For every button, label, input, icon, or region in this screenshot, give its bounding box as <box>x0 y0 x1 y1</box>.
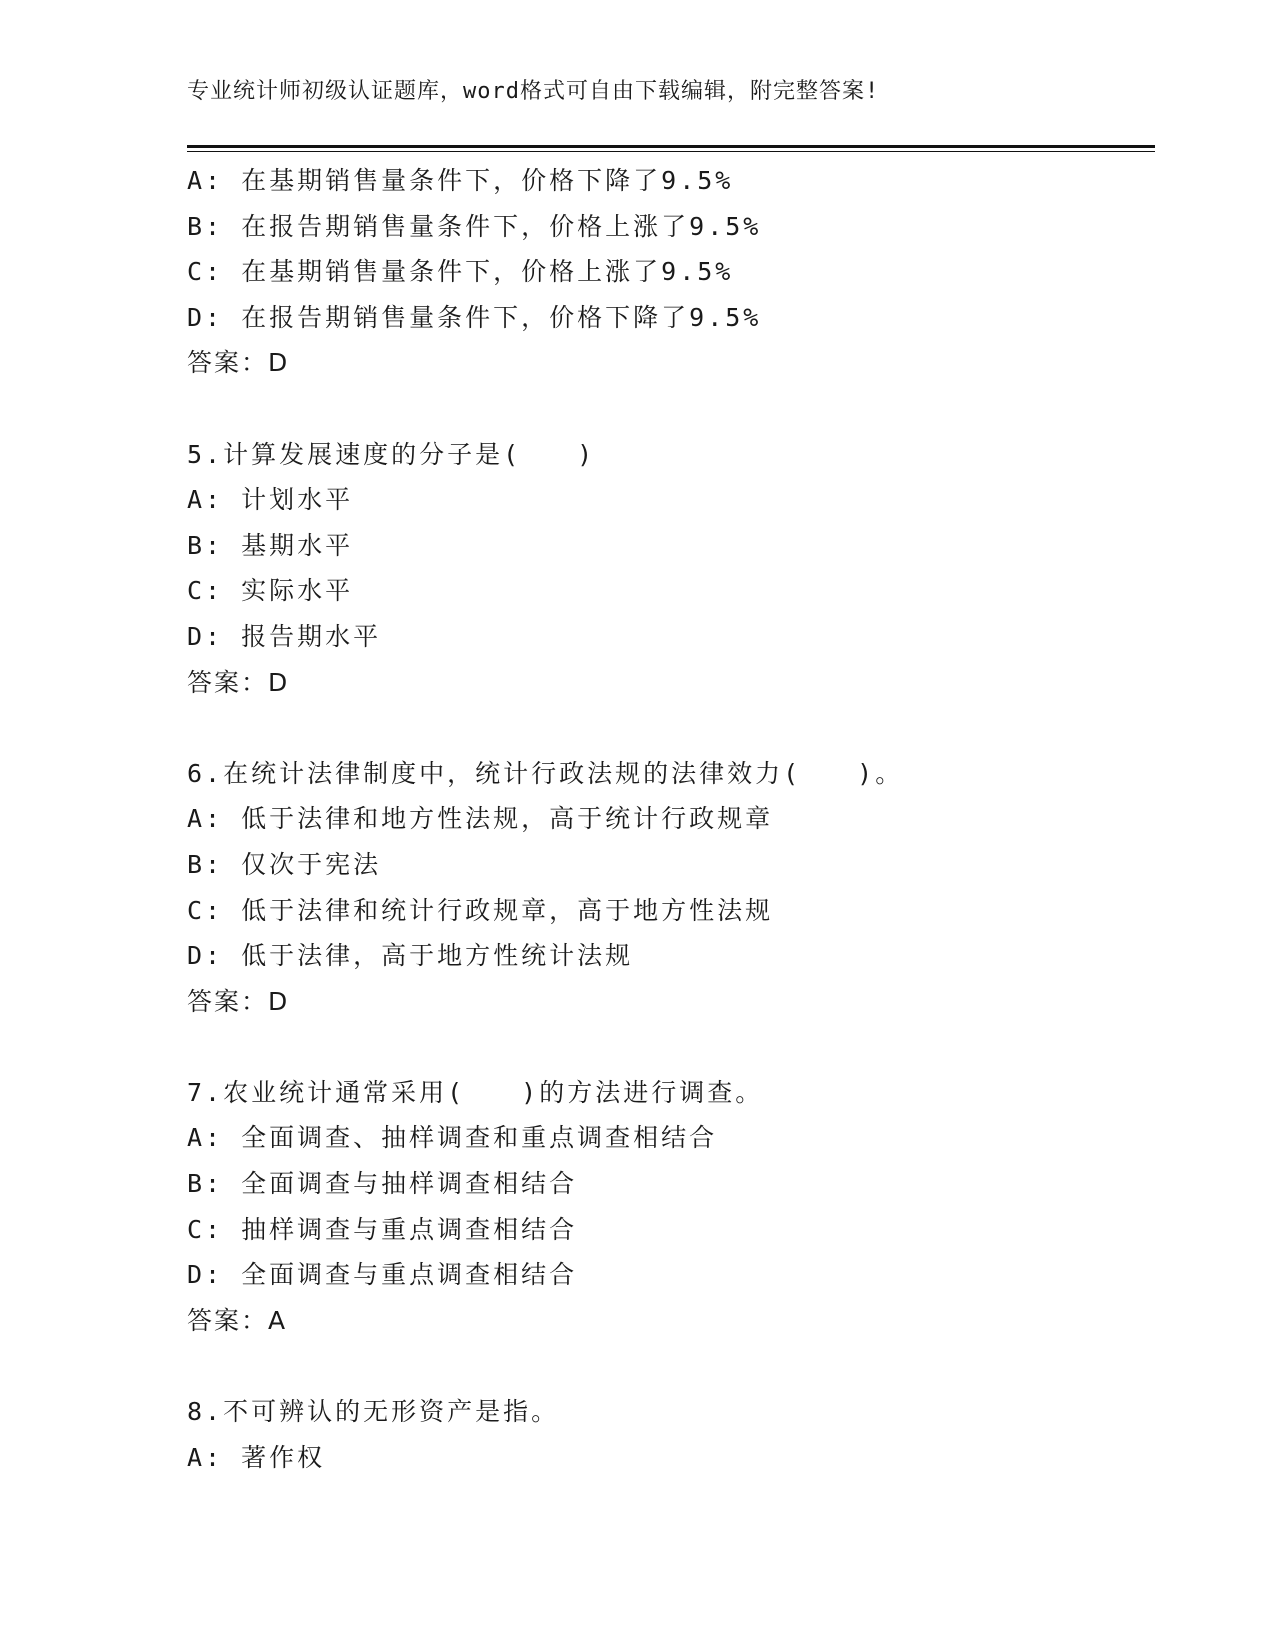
answer-line: 答案：D <box>187 667 290 697</box>
option-b: B: 全面调查与抽样调查相结合 <box>187 1169 578 1199</box>
question-title: 5.计算发展速度的分子是( ) <box>187 439 596 469</box>
spacer <box>187 1343 1155 1389</box>
question-block-7 <box>187 1070 1155 1344</box>
option-d: D: 报告期水平 <box>187 621 382 651</box>
option-d: D: 全面调查与重点调查相结合 <box>187 1260 578 1290</box>
question-block-6 <box>187 751 1155 1025</box>
option-b: B: 基期水平 <box>187 530 354 560</box>
option-a: A: 低于法律和地方性法规，高于统计行政规章 <box>187 804 774 834</box>
question-list <box>187 158 1155 1480</box>
question-block-prev <box>187 158 1155 386</box>
question-title: 6.在统计法律制度中，统计行政法规的法律效力( )。 <box>187 758 904 788</box>
spacer <box>187 705 1155 751</box>
option-d: D: 低于法律，高于地方性统计法规 <box>187 941 634 971</box>
option-a: A: 计划水平 <box>187 485 354 515</box>
answer-line: 答案：D <box>187 348 290 378</box>
header-rule-thin <box>187 151 1155 152</box>
option-c: C: 低于法律和统计行政规章，高于地方性法规 <box>187 895 774 925</box>
option-c: C: 在基期销售量条件下，价格上涨了9.5% <box>187 257 734 287</box>
option-b: B: 仅次于宪法 <box>187 849 382 879</box>
question-block-8 <box>187 1389 1155 1480</box>
answer-line: 答案：A <box>187 1305 288 1335</box>
option-c: C: 实际水平 <box>187 576 354 606</box>
option-a: A: 在基期销售量条件下，价格下降了9.5% <box>187 166 734 195</box>
option-a: A: 著作权 <box>187 1442 326 1472</box>
option-b: B: 在报告期销售量条件下，价格上涨了9.5% <box>187 211 762 241</box>
option-d: D: 在报告期销售量条件下，价格下降了9.5% <box>187 302 762 332</box>
option-c: C: 抽样调查与重点调查相结合 <box>187 1214 578 1244</box>
spacer <box>187 1024 1155 1070</box>
header-rule-thick <box>187 145 1155 148</box>
answer-line: 答案：D <box>187 986 290 1016</box>
question-block-5 <box>187 432 1155 706</box>
document-header: 专业统计师初级认证题库，word格式可自由下载编辑，附完整答案! <box>187 79 880 104</box>
question-title: 8.不可辨认的无形资产是指。 <box>187 1397 560 1427</box>
question-title: 7.农业统计通常采用( )的方法进行调查。 <box>187 1077 764 1107</box>
option-a: A: 全面调查、抽样调查和重点调查相结合 <box>187 1123 718 1153</box>
spacer <box>187 386 1155 432</box>
